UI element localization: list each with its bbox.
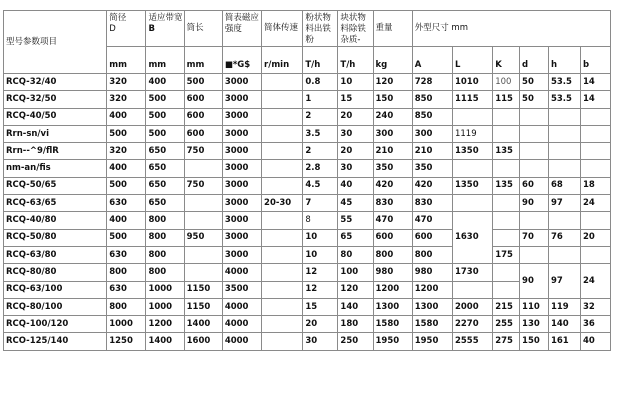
- cell-dim-b-merged: 24: [580, 264, 610, 299]
- cell-dim-b: 24: [580, 195, 610, 212]
- cell-dim-a: 830: [412, 195, 452, 212]
- cell-dim-a: 210: [412, 143, 452, 160]
- cell-weight: 240: [373, 108, 412, 125]
- unit-length: mm: [184, 47, 222, 74]
- cell-dim-d: 50: [520, 74, 549, 91]
- cell-belt: 650: [146, 143, 184, 160]
- cell-belt: 800: [146, 246, 184, 263]
- cell-length: 750: [184, 143, 222, 160]
- cell-dim-b: 20: [580, 229, 610, 246]
- cell-block: 10: [338, 74, 373, 91]
- cell-speed: [262, 212, 303, 229]
- cell-powder: 10: [303, 246, 338, 263]
- cell-dim-k: 215: [493, 298, 520, 315]
- cell-dim-k: [493, 264, 520, 281]
- cell-length: 1150: [184, 298, 222, 315]
- cell-magnetic: 3000: [222, 74, 261, 91]
- cell-dim-k: [493, 212, 520, 229]
- cell-block: 80: [338, 246, 373, 263]
- cell-speed: [262, 298, 303, 315]
- cell-belt: 1000: [146, 281, 184, 298]
- unit-block: T/h: [338, 47, 373, 74]
- header-magnetic-field: 简表磁应强度: [222, 11, 261, 47]
- cell-length: [184, 195, 222, 212]
- cell-dim-h-merged: 97: [548, 264, 580, 299]
- cell-dim-k: [493, 195, 520, 212]
- cell-magnetic: 4000: [222, 264, 261, 281]
- table-row: [4, 108, 611, 125]
- cell-magnetic: 3000: [222, 195, 261, 212]
- cell-dim-h: 76: [548, 229, 580, 246]
- cell-dim-a: 600: [412, 229, 452, 246]
- cell-dim-b: 14: [580, 91, 610, 108]
- cell-diameter: 630: [107, 281, 146, 298]
- cell-length: 1600: [184, 333, 222, 350]
- table-row: [4, 316, 611, 333]
- cell-dim-k: [493, 108, 520, 125]
- table-row: [4, 91, 611, 108]
- cell-powder: 12: [303, 281, 338, 298]
- header-diameter: 简径 D: [107, 11, 146, 47]
- cell-dim-h: [548, 143, 580, 160]
- cell-length: 500: [184, 74, 222, 91]
- cell-dim-l: 2270: [452, 316, 492, 333]
- unit-speed: r/min: [262, 47, 303, 74]
- cell-length: 1150: [184, 281, 222, 298]
- cell-speed: [262, 264, 303, 281]
- cell-dim-d: 50: [520, 91, 549, 108]
- cell-powder: 2: [303, 108, 338, 125]
- cell-model: RCQ-50/65: [4, 177, 107, 194]
- table-row: [4, 264, 611, 281]
- header-speed: 简体传速: [262, 11, 303, 47]
- cell-diameter: 320: [107, 143, 146, 160]
- cell-model: Rrn-sn/vi: [4, 125, 107, 142]
- header-outer-size: 外型尺寸 mm: [412, 11, 610, 47]
- cell-dim-l: 1350: [452, 177, 492, 194]
- header-length: 筒长: [184, 11, 222, 47]
- cell-dim-d: 70: [520, 229, 549, 246]
- cell-dim-a: 1200: [412, 281, 452, 298]
- cell-model: RCQ-100/120: [4, 316, 107, 333]
- cell-powder: 0.8: [303, 74, 338, 91]
- cell-dim-d: [520, 160, 549, 177]
- cell-speed: [262, 229, 303, 246]
- cell-dim-h: 140: [548, 316, 580, 333]
- cell-dim-d: 150: [520, 333, 549, 350]
- table-row: [4, 333, 611, 350]
- dim-b-header: b: [580, 47, 610, 74]
- unit-weight: kg: [373, 47, 412, 74]
- cell-dim-d: [520, 108, 549, 125]
- cell-dim-d: [520, 246, 549, 263]
- cell-dim-h: 68: [548, 177, 580, 194]
- cell-belt: 800: [146, 264, 184, 281]
- cell-speed: [262, 125, 303, 142]
- unit-magnetic: ■*G$: [222, 47, 261, 74]
- cell-weight: 420: [373, 177, 412, 194]
- cell-dim-l: [452, 195, 492, 212]
- cell-dim-a: 420: [412, 177, 452, 194]
- cell-model: RCQ-80/80: [4, 264, 107, 281]
- cell-model: RCQ-32/40: [4, 74, 107, 91]
- cell-powder: 2.8: [303, 160, 338, 177]
- unit-diameter: mm: [107, 47, 146, 74]
- cell-weight: 830: [373, 195, 412, 212]
- cell-dim-k: 115: [493, 91, 520, 108]
- dim-k-header: K: [493, 47, 520, 74]
- cell-dim-a: 728: [412, 74, 452, 91]
- cell-block: 30: [338, 125, 373, 142]
- cell-dim-b: 32: [580, 298, 610, 315]
- cell-dim-k: 135: [493, 143, 520, 160]
- cell-diameter: 500: [107, 125, 146, 142]
- table-row: [4, 160, 611, 177]
- cell-diameter: 400: [107, 108, 146, 125]
- header-powder-iron: 粉状物料出铁粉: [303, 11, 338, 47]
- cell-length: 1400: [184, 316, 222, 333]
- cell-dim-a: 300: [412, 125, 452, 142]
- cell-diameter: 320: [107, 91, 146, 108]
- cell-diameter: 1250: [107, 333, 146, 350]
- cell-speed: [262, 91, 303, 108]
- dim-a-header: A: [412, 47, 452, 74]
- cell-belt: 800: [146, 212, 184, 229]
- cell-dim-k: [493, 229, 520, 246]
- cell-magnetic: 3000: [222, 177, 261, 194]
- cell-magnetic: 3000: [222, 91, 261, 108]
- cell-dim-k: 175: [493, 246, 520, 263]
- cell-dim-a: 1950: [412, 333, 452, 350]
- unit-belt: mm: [146, 47, 184, 74]
- cell-powder: 8: [303, 212, 338, 229]
- cell-block: 65: [338, 229, 373, 246]
- cell-dim-b: [580, 108, 610, 125]
- cell-block: 45: [338, 195, 373, 212]
- cell-dim-h: [548, 125, 580, 142]
- cell-belt: 500: [146, 91, 184, 108]
- cell-diameter: 500: [107, 229, 146, 246]
- cell-dim-l: [452, 281, 492, 298]
- cell-belt: 650: [146, 160, 184, 177]
- cell-magnetic: 3000: [222, 246, 261, 263]
- cell-weight: 980: [373, 264, 412, 281]
- table-row: [4, 281, 611, 298]
- cell-dim-h: 53.5: [548, 91, 580, 108]
- cell-dim-h: 119: [548, 298, 580, 315]
- cell-speed: [262, 108, 303, 125]
- cell-diameter: 630: [107, 246, 146, 263]
- cell-diameter: 800: [107, 264, 146, 281]
- cell-length: [184, 264, 222, 281]
- cell-weight: 1580: [373, 316, 412, 333]
- cell-speed: [262, 281, 303, 298]
- cell-dim-b: 18: [580, 177, 610, 194]
- cell-powder: 15: [303, 298, 338, 315]
- cell-block: 15: [338, 91, 373, 108]
- cell-dim-d: [520, 125, 549, 142]
- cell-model: RCQ-32/50: [4, 91, 107, 108]
- cell-dim-l: 1115: [452, 91, 492, 108]
- cell-block: 55: [338, 212, 373, 229]
- cell-dim-k: 100: [493, 74, 520, 91]
- cell-dim-h: [548, 160, 580, 177]
- cell-dim-l: [452, 108, 492, 125]
- cell-dim-a: 980: [412, 264, 452, 281]
- cell-weight: 150: [373, 91, 412, 108]
- cell-dim-k: [493, 281, 520, 298]
- cell-dim-l: [452, 160, 492, 177]
- spec-table: [3, 10, 611, 351]
- cell-diameter: 1000: [107, 316, 146, 333]
- cell-dim-d: 60: [520, 177, 549, 194]
- cell-length: 600: [184, 91, 222, 108]
- cell-dim-a: 1580: [412, 316, 452, 333]
- table-row: [4, 246, 611, 263]
- cell-model: Rrn--^9/flR: [4, 143, 107, 160]
- cell-dim-a: 350: [412, 160, 452, 177]
- cell-dim-b: [580, 212, 610, 229]
- cell-weight: 300: [373, 125, 412, 142]
- cell-dim-l-merged: 1630: [452, 212, 492, 264]
- header-model-params: 型号参数项目: [4, 11, 107, 74]
- cell-dim-k: [493, 125, 520, 142]
- cell-dim-l: 1010: [452, 74, 492, 91]
- cell-belt: 650: [146, 177, 184, 194]
- cell-weight: 800: [373, 246, 412, 263]
- dim-l-header: L: [452, 47, 492, 74]
- cell-length: [184, 160, 222, 177]
- cell-dim-b: 36: [580, 316, 610, 333]
- cell-dim-b: [580, 246, 610, 263]
- cell-weight: 210: [373, 143, 412, 160]
- cell-dim-h: 97: [548, 195, 580, 212]
- cell-model: RCQ-50/80: [4, 229, 107, 246]
- cell-magnetic: 3000: [222, 108, 261, 125]
- cell-magnetic: 3000: [222, 125, 261, 142]
- cell-speed: [262, 143, 303, 160]
- cell-diameter: 800: [107, 298, 146, 315]
- cell-speed: [262, 246, 303, 263]
- cell-dim-k: [493, 160, 520, 177]
- table-row: [4, 125, 611, 142]
- cell-block: 250: [338, 333, 373, 350]
- cell-diameter: 320: [107, 74, 146, 91]
- cell-magnetic: 3000: [222, 143, 261, 160]
- cell-dim-a: 800: [412, 246, 452, 263]
- cell-dim-d: 90: [520, 195, 549, 212]
- cell-dim-k: 275: [493, 333, 520, 350]
- table-row: [4, 298, 611, 315]
- cell-model: RCQ-63/100: [4, 281, 107, 298]
- cell-model: RCO-125/140: [4, 333, 107, 350]
- cell-diameter: 500: [107, 177, 146, 194]
- cell-length: [184, 212, 222, 229]
- cell-powder: 1: [303, 91, 338, 108]
- cell-dim-h: 53.5: [548, 74, 580, 91]
- cell-powder: 7: [303, 195, 338, 212]
- cell-model: RCQ-63/65: [4, 195, 107, 212]
- cell-dim-l: 1730: [452, 264, 492, 281]
- cell-belt: 400: [146, 74, 184, 91]
- cell-magnetic: 4000: [222, 333, 261, 350]
- table-row: [4, 212, 611, 229]
- cell-dim-l: 2555: [452, 333, 492, 350]
- cell-belt: 500: [146, 125, 184, 142]
- cell-dim-d: [520, 212, 549, 229]
- cell-dim-h: 161: [548, 333, 580, 350]
- cell-dim-h: [548, 108, 580, 125]
- cell-weight: 1300: [373, 298, 412, 315]
- table-row: [4, 229, 611, 246]
- cell-belt: 800: [146, 229, 184, 246]
- cell-magnetic: 3000: [222, 212, 261, 229]
- cell-weight: 1200: [373, 281, 412, 298]
- cell-dim-a: 470: [412, 212, 452, 229]
- cell-model: nm-an/fis: [4, 160, 107, 177]
- cell-block: 20: [338, 143, 373, 160]
- cell-length: 600: [184, 125, 222, 142]
- cell-block: 120: [338, 281, 373, 298]
- cell-dim-k: 255: [493, 316, 520, 333]
- cell-model: RCQ-40/50: [4, 108, 107, 125]
- cell-dim-d: 130: [520, 316, 549, 333]
- cell-length: 950: [184, 229, 222, 246]
- cell-speed: [262, 316, 303, 333]
- cell-length: 750: [184, 177, 222, 194]
- dim-d-header: d: [520, 47, 549, 74]
- cell-dim-k: 135: [493, 177, 520, 194]
- header-block-iron: 块状物料除铁杂质-: [338, 11, 373, 47]
- cell-block: 30: [338, 160, 373, 177]
- table-row: [4, 195, 611, 212]
- dim-h-header: h: [548, 47, 580, 74]
- cell-powder: 12: [303, 264, 338, 281]
- cell-dim-l: 2000: [452, 298, 492, 315]
- cell-speed: [262, 177, 303, 194]
- cell-speed: [262, 74, 303, 91]
- cell-weight: 1950: [373, 333, 412, 350]
- cell-length: 600: [184, 108, 222, 125]
- cell-magnetic: 3000: [222, 229, 261, 246]
- cell-model: RCQ-80/100: [4, 298, 107, 315]
- cell-magnetic: 3000: [222, 160, 261, 177]
- cell-weight: 350: [373, 160, 412, 177]
- cell-model: RCQ-40/80: [4, 212, 107, 229]
- cell-dim-b: 14: [580, 74, 610, 91]
- cell-model: RCQ-63/80: [4, 246, 107, 263]
- table-row: [4, 177, 611, 194]
- cell-speed: [262, 160, 303, 177]
- cell-dim-d-merged: 90: [520, 264, 549, 299]
- unit-powder: T/h: [303, 47, 338, 74]
- cell-dim-l: 1350: [452, 143, 492, 160]
- cell-powder: 10: [303, 229, 338, 246]
- cell-dim-b: 40: [580, 333, 610, 350]
- cell-dim-b: [580, 125, 610, 142]
- header-belt-width: 适应带宽 B: [146, 11, 184, 47]
- cell-diameter: 630: [107, 195, 146, 212]
- cell-powder: 3.5: [303, 125, 338, 142]
- cell-weight: 470: [373, 212, 412, 229]
- cell-belt: 1400: [146, 333, 184, 350]
- cell-weight: 600: [373, 229, 412, 246]
- cell-speed: 20-30: [262, 195, 303, 212]
- cell-dim-a: 850: [412, 91, 452, 108]
- cell-speed: [262, 333, 303, 350]
- cell-powder: 2: [303, 143, 338, 160]
- cell-diameter: 400: [107, 160, 146, 177]
- cell-dim-a: 850: [412, 108, 452, 125]
- cell-dim-d: 110: [520, 298, 549, 315]
- cell-powder: 20: [303, 316, 338, 333]
- cell-dim-d: [520, 143, 549, 160]
- header-row: [4, 11, 611, 47]
- cell-dim-b: [580, 160, 610, 177]
- cell-dim-a: 1300: [412, 298, 452, 315]
- cell-dim-h: [548, 246, 580, 263]
- table-row: [4, 143, 611, 160]
- cell-magnetic: 3500: [222, 281, 261, 298]
- table-row: [4, 74, 611, 91]
- cell-dim-h: [548, 212, 580, 229]
- cell-magnetic: 4000: [222, 298, 261, 315]
- cell-powder: 4.5: [303, 177, 338, 194]
- cell-magnetic: 4000: [222, 316, 261, 333]
- cell-belt: 650: [146, 195, 184, 212]
- cell-block: 180: [338, 316, 373, 333]
- cell-powder: 30: [303, 333, 338, 350]
- cell-block: 140: [338, 298, 373, 315]
- cell-belt: 1000: [146, 298, 184, 315]
- cell-block: 40: [338, 177, 373, 194]
- cell-length: [184, 246, 222, 263]
- cell-block: 100: [338, 264, 373, 281]
- cell-diameter: 400: [107, 212, 146, 229]
- cell-block: 20: [338, 108, 373, 125]
- header-weight: 重量: [373, 11, 412, 47]
- cell-weight: 120: [373, 74, 412, 91]
- cell-dim-b: [580, 143, 610, 160]
- cell-belt: 1200: [146, 316, 184, 333]
- cell-dim-l: 1119: [452, 125, 492, 142]
- cell-belt: 500: [146, 108, 184, 125]
